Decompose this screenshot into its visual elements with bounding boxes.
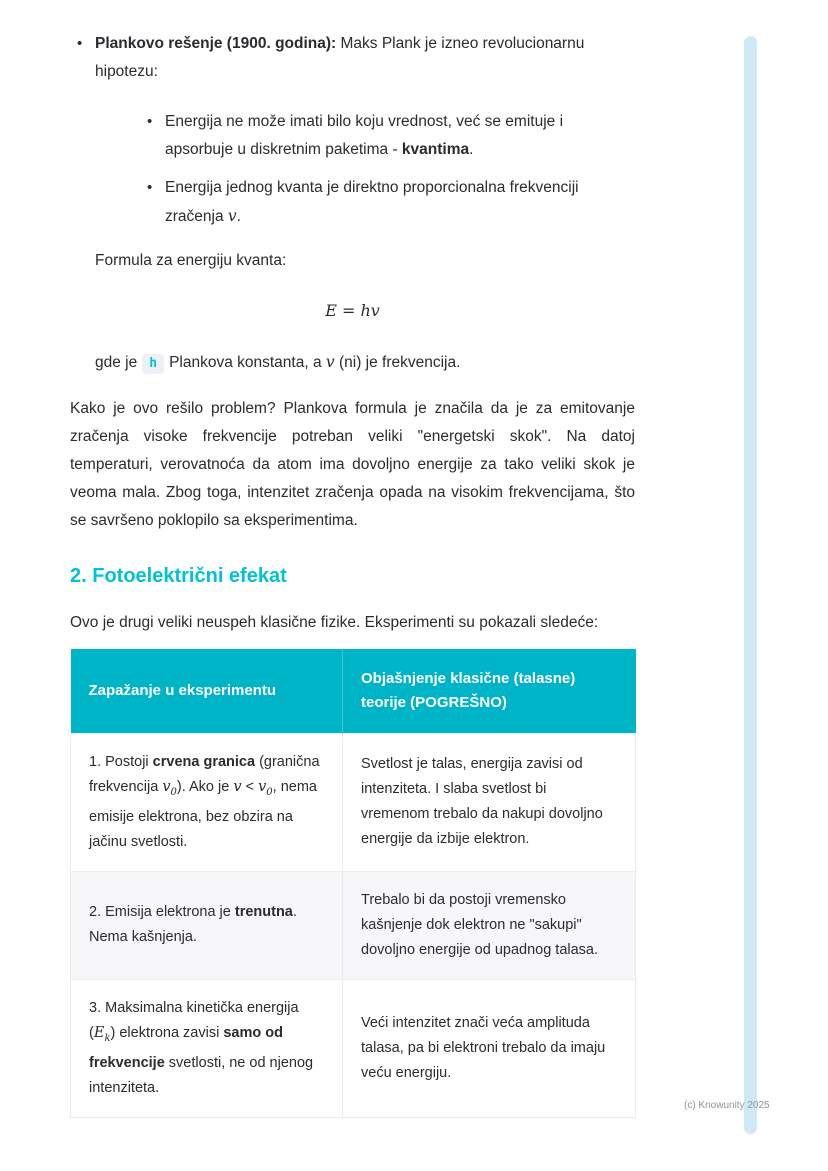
bullet-list (70, 30, 635, 231)
bullet-item-plankovo-resenje (70, 30, 635, 231)
paragraph-section2-intro: Ovo je drugi veliki neuspeh klasične fizike. Eksperimenti su pokazali sledeće: (70, 614, 599, 631)
table-row (71, 979, 636, 1117)
side-scroll-strip (744, 36, 757, 1134)
table-header-cell-objasnjenje: Objašnjenje klasične (talasne) teorije (POGREŠNO) (343, 649, 636, 734)
table-cell-row1-left: 1. Postoji crvena granica (granična frekvencija $v_0$). Ako je $v < v_0$, nema emisije elektrona, bez obzira na jačinu svetlosti. (71, 734, 343, 872)
sub-bullet-item-energija-kvanti: • Energija ne može imati bilo koju vrednost, već se emituje i apsorbuje u diskretnim paketima - kvantima. (140, 108, 635, 164)
table-row (71, 734, 636, 872)
document-content (70, 30, 635, 1118)
formula-e-hv: E = hv (325, 301, 380, 320)
paragraph-plank-explanation: Kako je ovo rešilo problem? Plankova formula je značila da je za emitovanje zračenja visoke frekvencije potreban veliki "energetski skok". Na datoj temperaturi, verovatnoća da atom ima dovoljno energije za tako veliki skok je veoma mala. Zbog toga, intenzitet zračenja opada na visokim frekvencijama, što se savršeno poklopilo sa eksperimentima. (70, 400, 635, 529)
bullet-text: Plankovo rešenje (1900. godina): Maks Plank je izneo revolucionarnu hipotezu: (95, 35, 585, 80)
table-cell-row2-left: 2. Emisija elektrona je trenutna. Nema kašnjenja. (71, 871, 343, 979)
sub-bullet-list (140, 108, 635, 231)
table-cell-row1-right: Svetlost je talas, energija zavisi od intenziteta. I slaba svetlost bi vremenom trebalo da nakupi dovoljno energije da izbije elektron. (343, 734, 636, 872)
table-cell-row3-right: Veći intenzitet znači veća amplituda talasa, pa bi elektroni trebalo da imaju veću energiju. (343, 979, 636, 1117)
footer-credit: (c) Knowunity 2025 (684, 1100, 770, 1111)
formula-note: gde je h Plankova konstanta, a v (ni) je frekvencija. (70, 348, 635, 377)
table-cell-row3-left: 3. Maksimalna kinetička energija $(E_k)$ elektrona zavisi samo od frekvencije svetlosti, ne od njenog intenziteta. (71, 979, 343, 1117)
sub-bullet-item-energija-frekvencija: • Energija jednog kvanta je direktno proporcionalna frekvenciji zračenja v. (140, 174, 635, 231)
photoelectric-effect-table (70, 649, 636, 1118)
section-heading-fotoelektricni-efekat: 2. Fotoelektrični efekat (70, 565, 287, 587)
table-header-cell-zapazanje: Zapažanje u eksperimentu (71, 649, 343, 734)
table-cell-row2-right: Trebalo bi da postoji vremensko kašnjenje dok elektron ne "sakupi" dovoljno energije od upadnog talasa. (343, 871, 636, 979)
formula-label: Formula za energiju kvanta: (95, 252, 287, 269)
table-header-row (71, 649, 636, 734)
table-row (71, 871, 636, 979)
